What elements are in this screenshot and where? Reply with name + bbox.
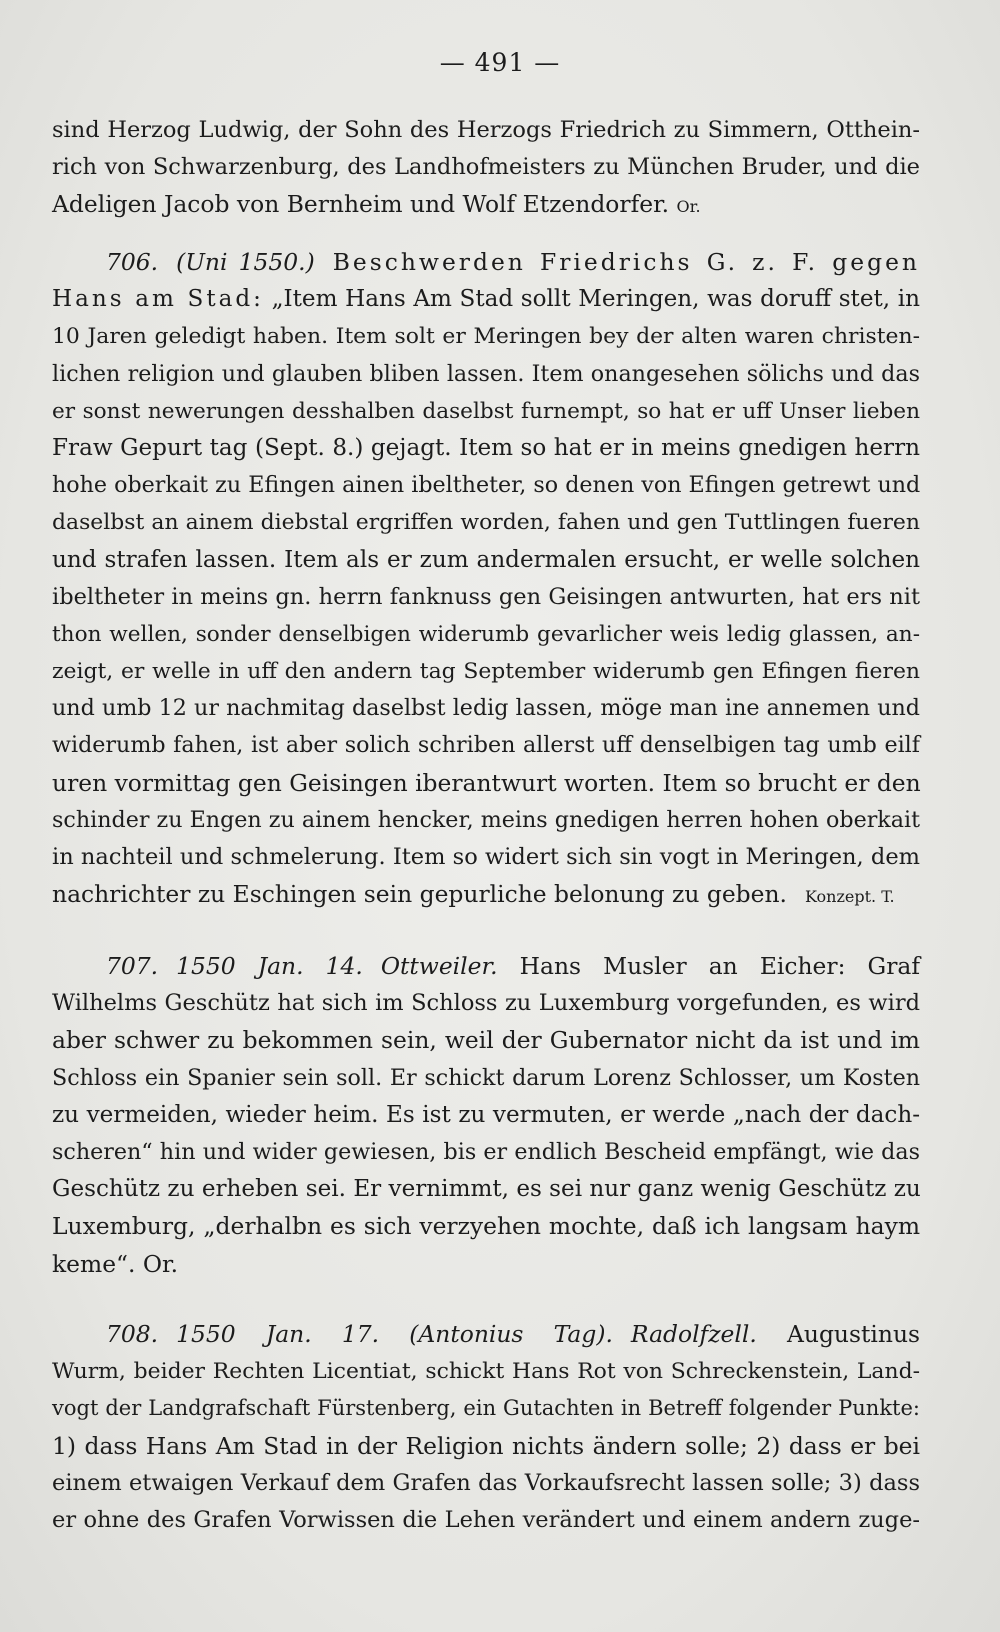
entry-number: 708. bbox=[106, 1320, 159, 1348]
text-line: uren vormittag gen Geisingen iberantwurt worten. Item so brucht er den bbox=[52, 768, 921, 797]
text-line: ibeltheter in meins gn. herrn fanknuss gen Geisingen antwurten, hat ers nit bbox=[52, 583, 920, 610]
entry-heading: Beschwerden Friedrichs G. z. F. gegen bbox=[332, 248, 920, 276]
text-line: daselbst an ainem diebstal ergriffen worden, fahen und gen Tuttlingen fueren bbox=[52, 510, 920, 536]
text-line: lichen religion und glauben bliben lassen. Item onangesehen sölichs und das bbox=[52, 360, 920, 387]
entry-706 bbox=[52, 244, 920, 913]
text-line: thon wellen, sonder denselbigen widerumb gevarlicher weis ledig glassen, an- bbox=[52, 621, 920, 647]
entry-place: Ottweiler. bbox=[380, 952, 498, 980]
text-line: sind Herzog Ludwig, der Sohn des Herzogs Friedrich zu Simmern, Otthein- bbox=[52, 117, 920, 143]
source-note: Or. bbox=[676, 197, 701, 217]
text-line-content: Hans Musler an Eicher: Graf bbox=[519, 952, 921, 980]
text-line: und umb 12 ur nachmitag daselbst ledig lassen, möge man ine annemen und bbox=[52, 695, 920, 722]
text-line: Wilhelms Geschütz hat sich im Schloss zu Luxemburg vorgefunden, es wird bbox=[52, 990, 920, 1017]
entry-708 bbox=[52, 1316, 920, 1539]
entry-number: 706. bbox=[106, 248, 159, 276]
entry-heading-line bbox=[52, 948, 920, 985]
text-line: vogt der Landgrafschaft Fürstenberg, ein Gutachten in Betreff folgender Punkte: bbox=[52, 1396, 920, 1421]
text-line: 1) dass Hans Am Stad in der Religion nichts ändern solle; 2) dass er bei bbox=[52, 1431, 920, 1460]
text-line: in nachteil und schmelerung. Item so widert sich sin vogt in Meringen, dem bbox=[52, 844, 920, 870]
entry-date: (Uni 1550.) bbox=[176, 248, 315, 276]
entry-name: Hans am Stad: bbox=[52, 286, 264, 313]
text-line bbox=[52, 186, 920, 223]
entry-707 bbox=[52, 948, 920, 1283]
text-line: und strafen lassen. Item als er zum andermalen ersucht, er welle solchen bbox=[52, 546, 920, 573]
entry-heading-line bbox=[52, 244, 920, 281]
paragraph-continuation bbox=[52, 112, 920, 224]
entry-place: Radolfzell. bbox=[630, 1320, 757, 1348]
source-note: Konzept. T. bbox=[805, 887, 895, 907]
entry-date: 1550 Jan. 14. bbox=[176, 952, 363, 980]
text-line-content: keme“. bbox=[52, 1249, 136, 1278]
source-note: Or. bbox=[142, 1249, 179, 1278]
text-line: rich von Schwarzenburg, des Landhofmeisters zu München Bruder, und die bbox=[52, 154, 920, 181]
text-line-content: nachrichter zu Eschingen sein gepurliche belonung zu geben. bbox=[52, 880, 787, 909]
text-line: Luxemburg, „derhalbn es sich verzyehen mochte, daß ich langsam haym bbox=[52, 1212, 920, 1241]
text-line: zu vermeiden, wieder heim. Es ist zu vermuten, er werde „nach der dach- bbox=[52, 1101, 920, 1128]
text-line bbox=[52, 281, 920, 318]
text-line: Fraw Gepurt tag (Sept. 8.) gejagt. Item so hat er in meins gnedigen herrn bbox=[52, 434, 920, 461]
entry-heading-line bbox=[52, 1316, 920, 1353]
text-line-content: Augustinus bbox=[787, 1320, 921, 1348]
page-number: — 491 — bbox=[439, 48, 561, 77]
text-line: einem etwaigen Verkauf dem Grafen das Vorkaufsrecht lassen solle; 3) dass bbox=[52, 1469, 920, 1496]
text-line: zeigt, er welle in uff den andern tag September widerumb gen Efingen fieren bbox=[52, 659, 920, 685]
text-line bbox=[52, 876, 920, 913]
text-line: schinder zu Engen zu ainem hencker, meins gnedigen herren hohen oberkait bbox=[52, 806, 920, 833]
text-line: Geschütz zu erheben sei. Er vernimmt, es sei nur ganz wenig Geschütz zu bbox=[52, 1176, 921, 1203]
text-line bbox=[52, 1246, 920, 1283]
text-line-content: „Item Hans Am Stad sollt Meringen, was doruff stet, in bbox=[271, 286, 920, 313]
text-line: Wurm, beider Rechten Licentiat, schickt Hans Rot von Schreckenstein, Land- bbox=[52, 1359, 920, 1385]
text-line: er sonst newerungen desshalben daselbst furnempt, so hat er uff Unser lieben bbox=[52, 398, 920, 424]
text-line: scheren“ hin und wider gewiesen, bis er endlich Bescheid empfängt, wie das bbox=[52, 1138, 920, 1165]
text-line-content: Adeligen Jacob von Bernheim und Wolf Etzendorfer. bbox=[52, 190, 670, 219]
entry-number: 707. bbox=[106, 952, 159, 980]
text-line: 10 Jaren geledigt haben. Item solt er Meringen bey der alten waren christen- bbox=[52, 324, 920, 350]
text-line: er ohne des Grafen Vorwissen die Lehen verändert und einem andern zuge- bbox=[52, 1506, 920, 1533]
entry-date: 1550 Jan. 17. (Antonius Tag). bbox=[176, 1320, 613, 1348]
text-line: widerumb fahen, ist aber solich schriben allerst uff denselbigen tag umb eilf bbox=[52, 732, 920, 759]
text-line: aber schwer zu bekommen sein, weil der Gubernator nicht da ist und im bbox=[52, 1026, 920, 1055]
text-line: Schloss ein Spanier sein soll. Er schickt darum Lorenz Schlosser, um Kosten bbox=[52, 1064, 920, 1091]
text-line: hohe oberkait zu Efingen ainen ibeltheter, so denen von Efingen getrewt und bbox=[52, 472, 921, 499]
